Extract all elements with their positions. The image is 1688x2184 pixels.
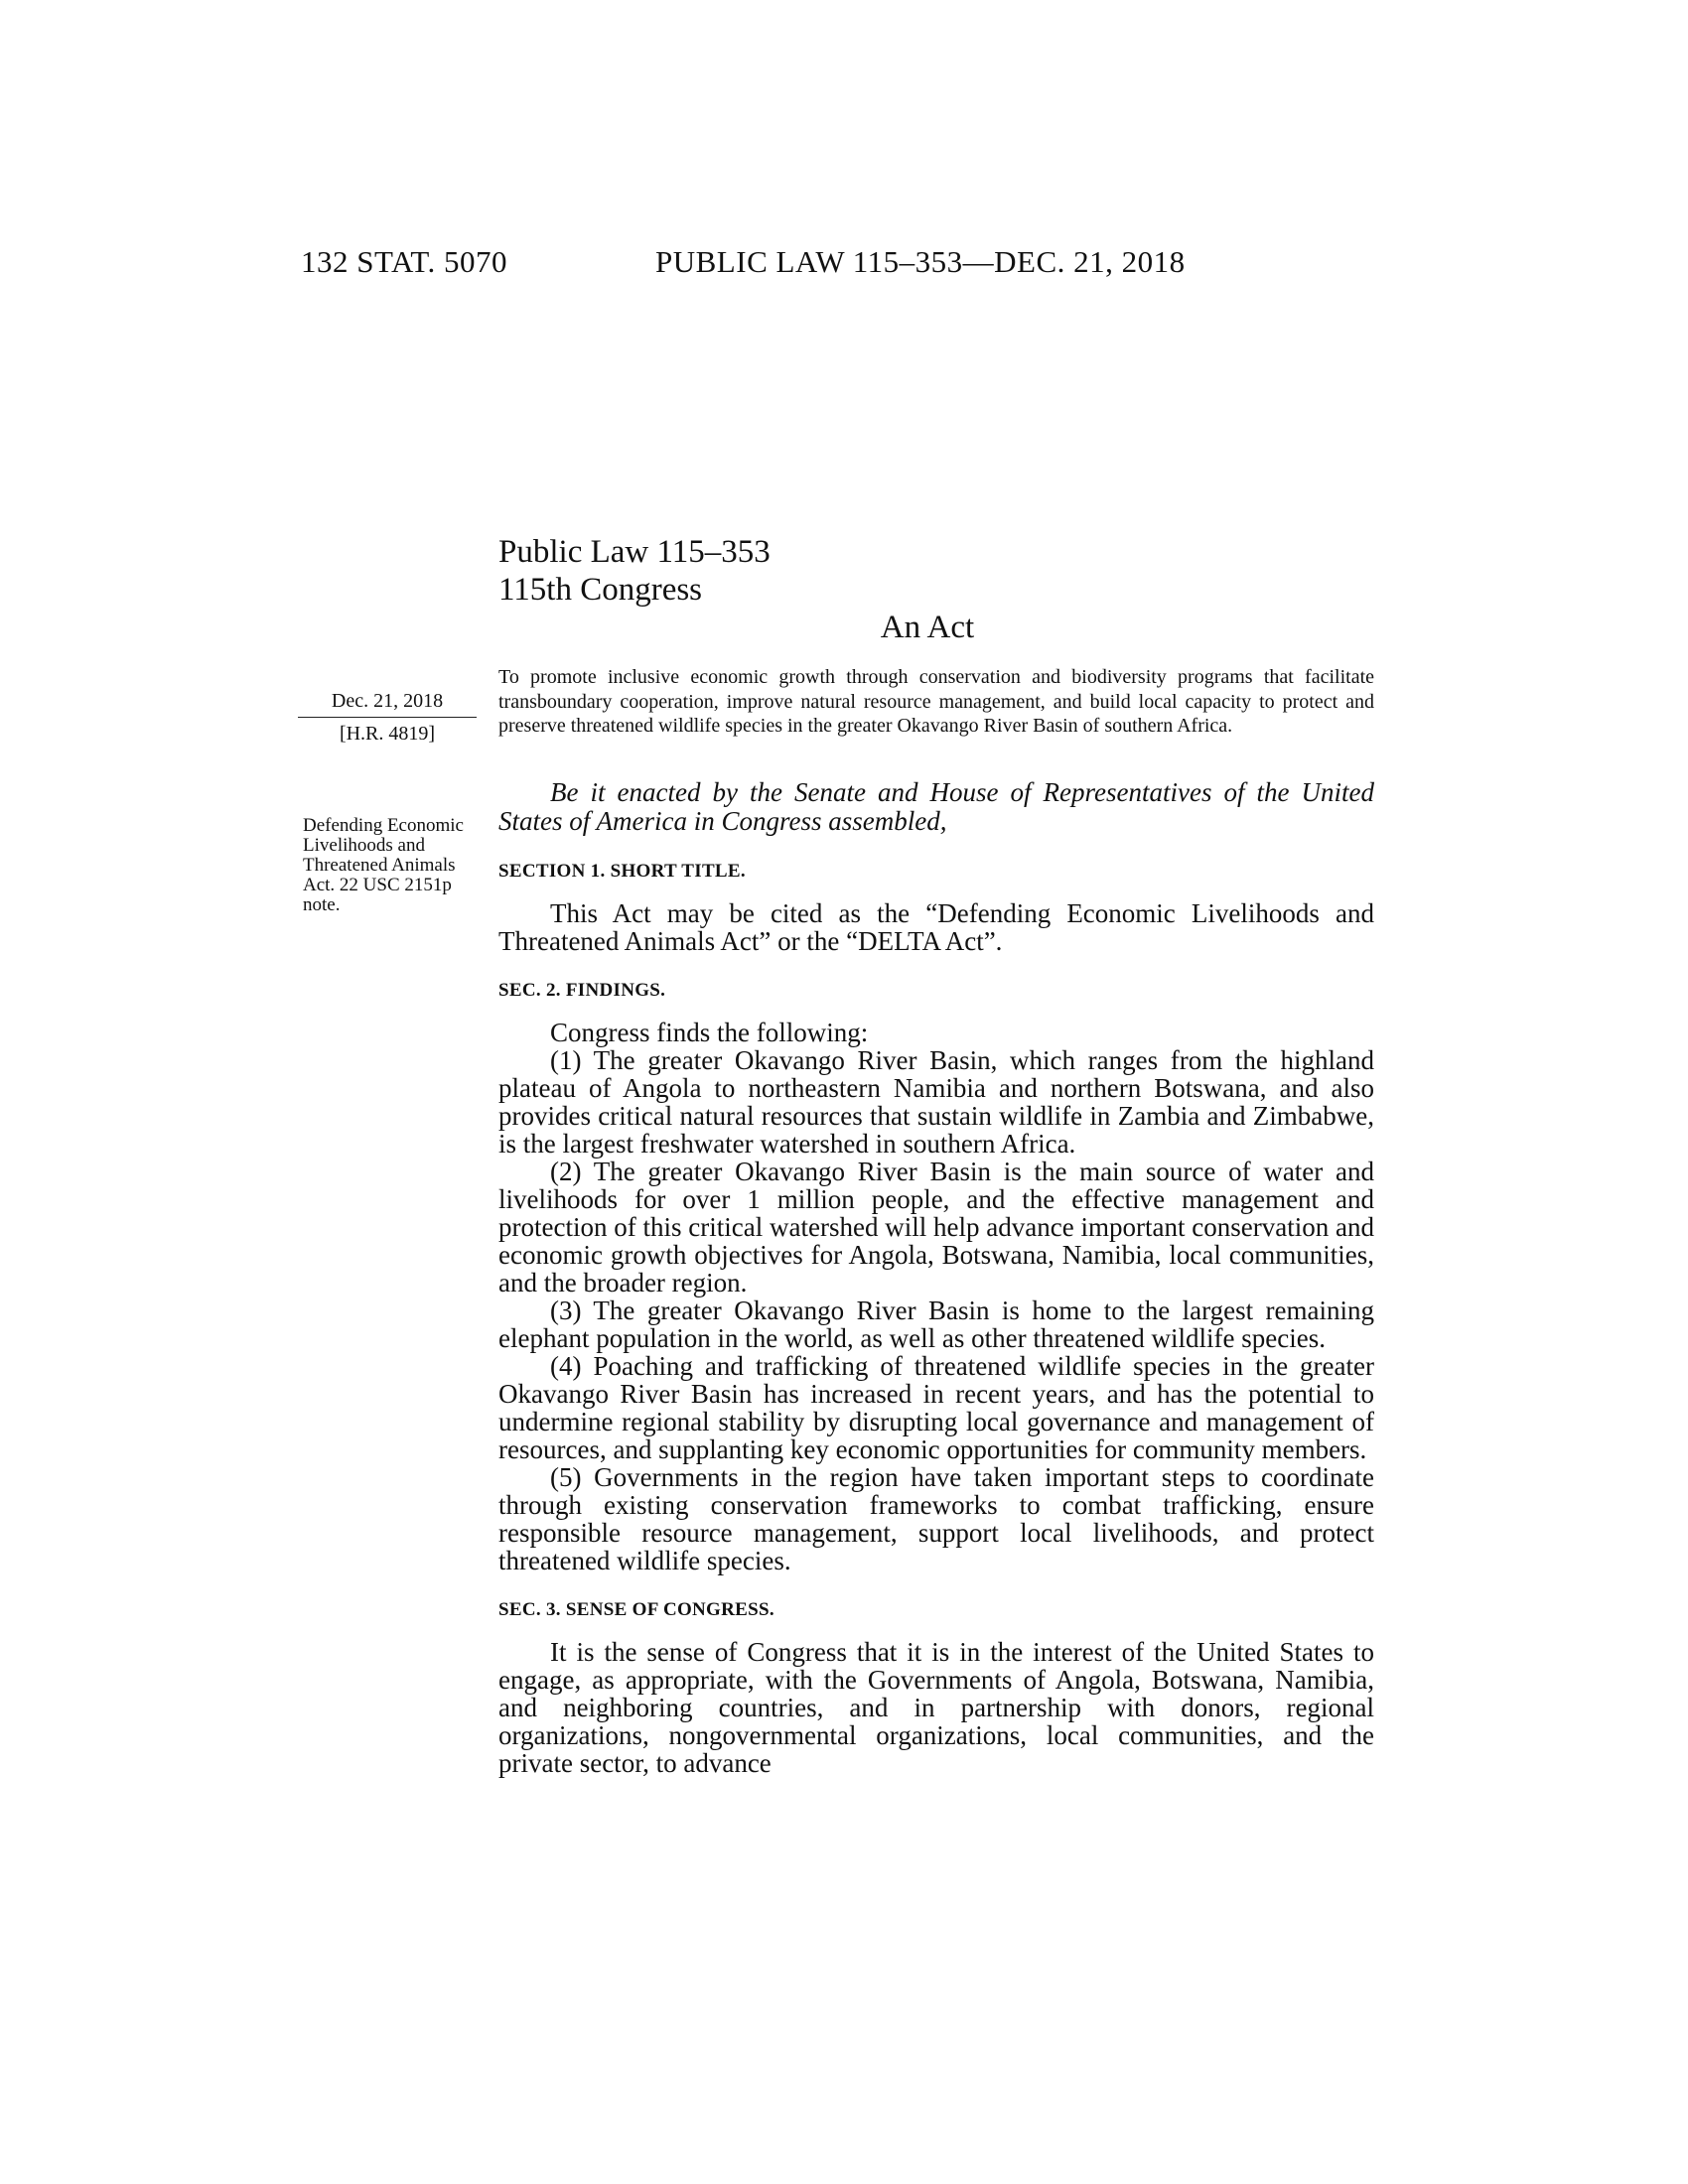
section-1-heading: SECTION 1. SHORT TITLE. [498,861,746,882]
section-3-text: It is the sense of Congress that it is in the interest of the United States to engage, as appropriate, with the Governments of Angola, Botswana, Namibia, and neighboring countries, and in partnership with donors, regional organizations, nongovernmental organizations, local communities, and the private sector, to advance [498,1637,1374,1778]
public-law-header: PUBLIC LAW 115–353—DEC. 21, 2018 [655,244,1186,279]
finding-3: (3) The greater Okavango River Basin is home to the largest remaining elephant population in the world, as well as other threatened wildlife species. [498,1296,1374,1353]
margin-date-block [298,690,477,746]
finding-4: (4) Poaching and trafficking of threatened wildlife species in the greater Okavango River Basin has increased in recent years, and has the potential to undermine regional stability by disrupting local governance and management of resources, and supplanting key economic opportunities for community members. [498,1351,1374,1464]
section-2-heading: SEC. 2. FINDINGS. [498,980,666,1001]
congress-number: 115th Congress [498,572,703,608]
running-head [0,244,1688,284]
enacting-clause: Be it enacted by the Senate and House of Representatives of the United States of America in Congress assembled, [498,777,1374,836]
main-text [498,778,1374,1777]
statute-page-number: 132 STAT. 5070 [301,244,508,279]
act-heading: An Act [880,610,975,645]
findings-intro: Congress finds the following: [550,1018,869,1047]
section-1-text: This Act may be cited as the “Defending Economic Livelihoods and Threatened Animals Act” or the “DELTA Act”. [498,898,1374,956]
public-law-number: Public Law 115–353 [498,534,771,570]
enactment-date: Dec. 21, 2018 [298,690,477,718]
section-3-heading: SEC. 3. SENSE OF CONGRESS. [498,1599,774,1620]
finding-5: (5) Governments in the region have taken important steps to coordinate through existing conservation frameworks to combat trafficking, ensure responsible resource management, support local livelihoods, and protect threatened wildlife species. [498,1462,1374,1575]
margin-note: Defending Economic Livelihoods and Threatened Animals Act. 22 USC 2151p note. [303,815,464,915]
finding-1: (1) The greater Okavango River Basin, which ranges from the highland plateau of Angola to northeastern Namibia and northern Botswana, and also provides critical natural resources that sustain wildlife in Zambia and Zimbabwe, is the largest freshwater watershed in southern Africa. [498,1045,1374,1159]
purpose-statement: To promote inclusive economic growth through conservation and biodiversity programs that facilitate transboundary cooperation, improve natural resource management, and build local capacity to protect and preserve threatened wildlife species in the greater Okavango River Basin of southern Africa. [498,666,1374,737]
title-block [498,533,771,609]
bill-number: [H.R. 4819] [339,723,436,745]
finding-2: (2) The greater Okavango River Basin is the main source of water and livelihoods for over 1 million people, and the effective management and protection of this critical watershed will help advance important conservation and economic growth objectives for Angola, Botswana, Namibia, local communities, and the broader region. [498,1157,1374,1297]
